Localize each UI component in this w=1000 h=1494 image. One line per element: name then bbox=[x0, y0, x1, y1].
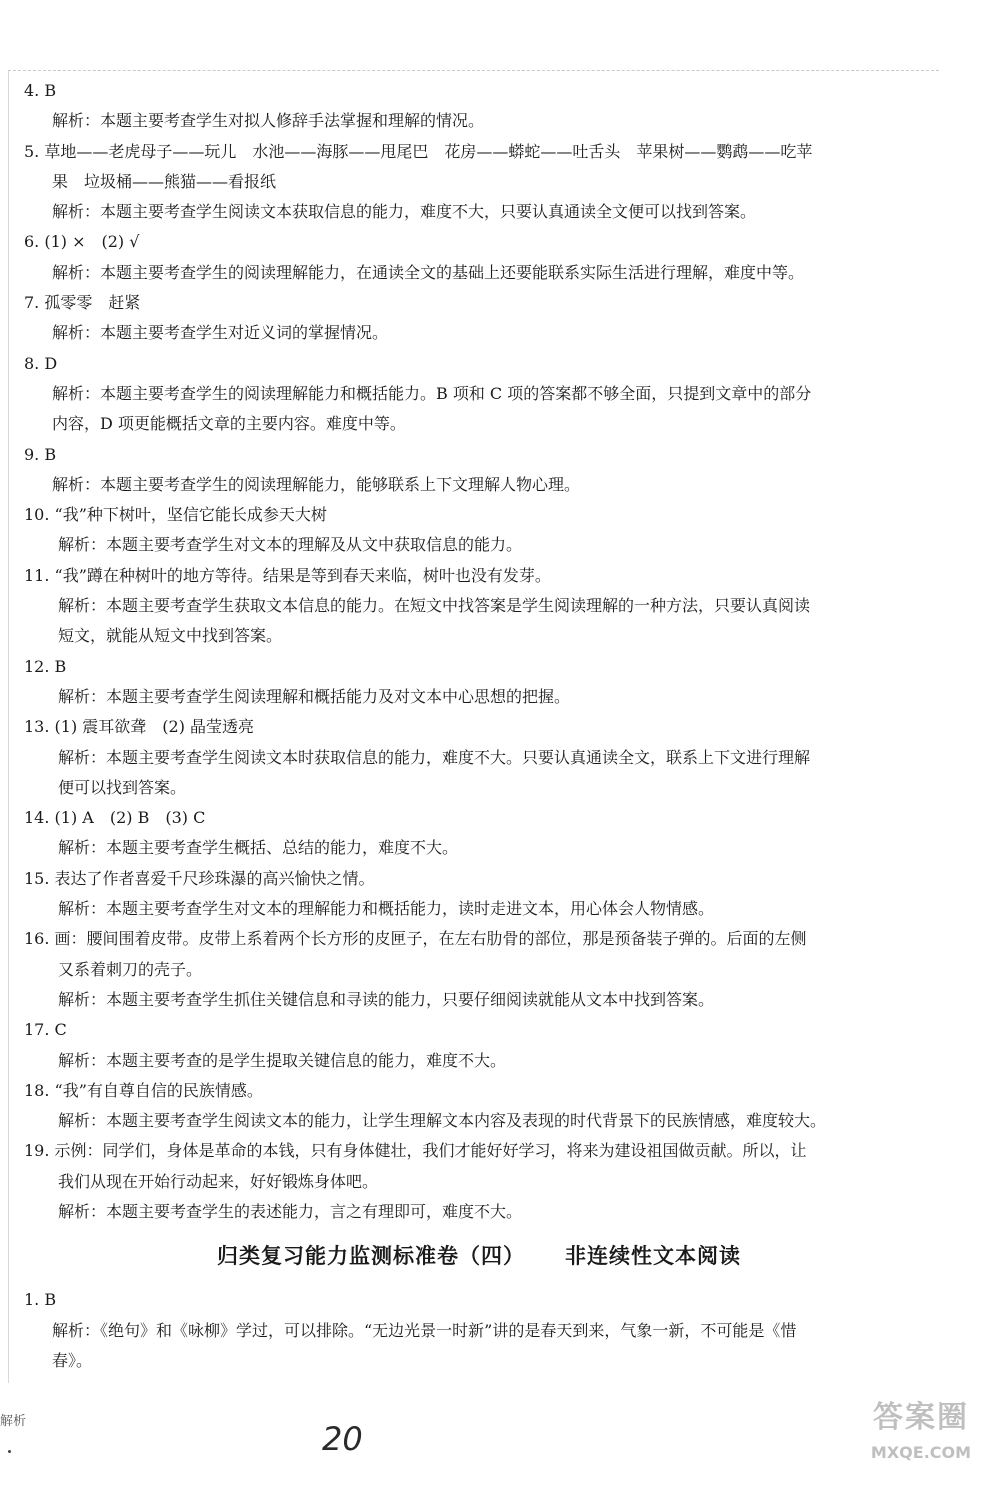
explanation-line: 我们从现在开始行动起来，好好锻炼身体吧。 bbox=[58, 1171, 379, 1191]
explanation-line: 解析：本题主要考查学生的阅读理解能力和概括能力。B 项和 C 项的答案都不够全面，只提到文章中的部分 bbox=[52, 383, 812, 403]
answer-line: 1. B bbox=[24, 1290, 57, 1310]
answer-line: 13. (1) 震耳欲聋 (2) 晶莹透亮 bbox=[24, 717, 255, 737]
explanation-line: 果 垃圾桶——熊猫——看报纸 bbox=[52, 171, 277, 191]
explanation-line: 解析：本题主要考查学生对近义词的掌握情况。 bbox=[52, 323, 389, 343]
answer-line: 8. D bbox=[24, 353, 58, 373]
explanation-line: 解析：本题主要考查学生获取文本信息的能力。在短文中找答案是学生阅读理解的一种方法，只要认真阅读 bbox=[58, 596, 811, 616]
explanation-line: 解析：本题主要考查学生阅读文本的能力，让学生理解文本内容及表现的时代背景下的民族情感，难度较大。 bbox=[58, 1111, 827, 1131]
answer-list bbox=[24, 76, 934, 1227]
answer-line: 7. 孤零零 赶紧 bbox=[24, 293, 141, 313]
explanation-line: 解析：本题主要考查学生的阅读理解能力，能够联系上下文理解人物心理。 bbox=[52, 474, 581, 494]
watermark-url: MXQE.COM bbox=[870, 1443, 972, 1462]
footer-label: 解析 bbox=[0, 1414, 27, 1429]
explanation-line: 解析：本题主要考查学生抓住关键信息和寻读的能力，只要仔细阅读就能从文本中找到答案。 bbox=[58, 989, 715, 1009]
explanation-line: 解析：本题主要考查学生阅读文本时获取信息的能力，难度不大。只要认真通读全文，联系上下文进行理解 bbox=[58, 747, 811, 767]
footer-dot bbox=[8, 1450, 11, 1453]
answer-line: 18. “我”有自尊自信的民族情感。 bbox=[24, 1080, 263, 1100]
section-title-subtitle: 非连续性文本阅读 bbox=[565, 1244, 741, 1269]
explanation-line: 解析：《绝句》和《咏柳》学过，可以排除。“无边光景一时新”讲的是春天到来，气象一新，不可能是《惜 bbox=[52, 1320, 797, 1340]
answer-line: 12. B bbox=[24, 656, 67, 676]
page-number: 20 bbox=[322, 1420, 363, 1458]
explanation-line: 又系着刺刀的壳子。 bbox=[58, 959, 203, 979]
explanation-line: 解析：本题主要考查学生对文本的理解能力和概括能力，读时走进文本，用心体会人物情感。 bbox=[58, 899, 715, 919]
section-answer-list bbox=[24, 1285, 934, 1376]
answer-line: 10. “我”种下树叶，坚信它能长成参天大树 bbox=[24, 505, 327, 525]
explanation-line: 便可以找到答案。 bbox=[58, 777, 187, 797]
answer-line: 4. B bbox=[24, 81, 57, 100]
explanation-line: 解析：本题主要考查学生对拟人修辞手法掌握和理解的情况。 bbox=[52, 111, 485, 131]
explanation-line: 解析：本题主要考查学生阅读文本获取信息的能力，难度不大，只要认真通读全文便可以找到答案。 bbox=[52, 202, 757, 222]
section-title-main: 归类复习能力监测标准卷（四） bbox=[217, 1244, 525, 1269]
answer-line: 6. (1) × (2) √ bbox=[24, 232, 140, 252]
answer-line: 17. C bbox=[24, 1020, 67, 1040]
answer-content bbox=[24, 76, 934, 1376]
explanation-line: 解析：本题主要考查学生阅读理解和概括能力及对文本中心思想的把握。 bbox=[58, 686, 571, 706]
answer-line: 9. B bbox=[24, 444, 57, 464]
watermark bbox=[846, 1395, 996, 1487]
watermark-logo: 答案圈 bbox=[873, 1400, 969, 1435]
explanation-line: 内容，D 项更能概括文章的主要内容。难度中等。 bbox=[52, 414, 406, 434]
answer-line: 11. “我”蹲在种树叶的地方等待。结果是等到春天来临，树叶也没有发芽。 bbox=[24, 565, 551, 585]
answer-line: 14. (1) A (2) B (3) C bbox=[24, 808, 206, 828]
answer-line: 5. 草地——老虎母子——玩儿 水池——海豚——甩尾巴 花房——蟒蛇——吐舌头 苹果树——鹦鹉——吃苹 bbox=[24, 141, 813, 161]
answer-line: 15. 表达了作者喜爱千尺珍珠瀑的高兴愉快之情。 bbox=[24, 868, 375, 888]
explanation-line: 解析：本题主要考查的是学生提取关键信息的能力，难度不大。 bbox=[58, 1050, 507, 1070]
answer-line: 19. 示例：同学们，身体是革命的本钱，只有身体健壮，我们才能好好学习，将来为建设祖国做贡献。所以，让 bbox=[24, 1141, 807, 1161]
explanation-line: 解析：本题主要考查学生的阅读理解能力，在通读全文的基础上还要能联系实际生活进行理解，难度中等。 bbox=[52, 262, 805, 282]
section-title bbox=[24, 1227, 934, 1285]
explanation-line: 解析：本题主要考查学生概括、总结的能力，难度不大。 bbox=[58, 838, 459, 858]
explanation-line: 短文，就能从短文中找到答案。 bbox=[58, 626, 283, 646]
explanation-line: 解析：本题主要考查学生的表述能力，言之有理即可，难度不大。 bbox=[58, 1201, 523, 1221]
answer-line: 16. 画：腰间围着皮带。皮带上系着两个长方形的皮匣子，在左右肋骨的部位，那是预备装子弹的。后面的左侧 bbox=[24, 929, 807, 949]
explanation-line: 解析：本题主要考查学生对文本的理解及从文中获取信息的能力。 bbox=[58, 535, 523, 555]
explanation-line: 春》。 bbox=[52, 1350, 93, 1370]
